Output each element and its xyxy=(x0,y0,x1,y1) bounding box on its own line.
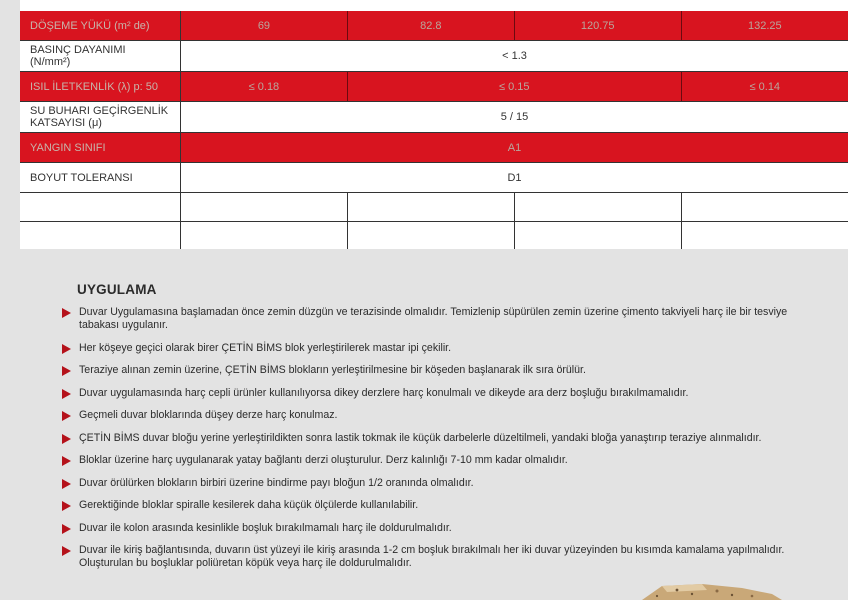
list-item-text: ÇETİN BİMS duvar bloğu yerine yerleştirildikten sonra lastik tokmak ile küçük darbelerle düzeltilmeli, yandaki bloğa yanaştırıp teraziye alınmalıdır. xyxy=(79,431,762,444)
row-label-yangin-sinifi: YANGIN SINIFI xyxy=(20,133,181,163)
table-cell: 69 xyxy=(181,11,348,41)
list-item xyxy=(62,364,822,377)
table-cell: ≤ 0.15 xyxy=(347,72,681,102)
table-cell xyxy=(514,193,681,222)
list-item-text: Geçmeli duvar bloklarında düşey derze harç konulmaz. xyxy=(79,409,338,421)
list-item xyxy=(62,499,822,512)
table-row xyxy=(20,163,848,193)
list-item-text: Teraziye alınan zemin üzerine, ÇETİN BİMS blokların yerleştirilmesine bir köşeden başlanarak ilk sıra örülür. xyxy=(79,364,586,376)
triangle-arrow-icon xyxy=(62,456,71,466)
list-item-text: Duvar Uygulamasına başlamadan önce zemin düzgün ve terazisinde olmalıdır. Temizlenip süpürülen zemin üzerine çimento takviyeli harç ile bir tesviye tabakası uygulanır. xyxy=(79,306,788,331)
table-cell xyxy=(181,222,348,250)
list-item xyxy=(62,477,822,490)
bims-block-image xyxy=(632,580,782,600)
table-cell xyxy=(681,193,848,222)
triangle-arrow-icon xyxy=(62,308,71,318)
table-cell: D1 xyxy=(181,163,848,193)
list-item xyxy=(62,342,822,355)
table-cell: 132.25 xyxy=(681,11,848,41)
triangle-arrow-icon xyxy=(62,344,71,354)
section-title: UYGULAMA xyxy=(77,282,157,297)
triangle-arrow-icon xyxy=(62,366,71,376)
row-label-su-buhari: SU BUHARI GEÇİRGENLİK KATSAYISI (μ) xyxy=(20,102,181,133)
list-item xyxy=(62,544,822,570)
row-label-basinc-dayanimi: BASINÇ DAYANIMI (N/mm²) xyxy=(20,41,181,72)
list-item xyxy=(62,409,822,422)
table-cell: 5 / 15 xyxy=(181,102,848,133)
list-item-text: Duvar örülürken blokların birbiri üzerine bindirme payı bloğun 1/2 oranında olmalıdır. xyxy=(79,476,474,489)
spec-table xyxy=(20,11,848,249)
table-cell: 120.75 xyxy=(514,11,681,41)
table-cell xyxy=(347,222,514,250)
row-label-boyut-toleransi: BOYUT TOLERANSI xyxy=(20,163,181,193)
table-cell xyxy=(20,193,181,222)
list-item-text: Her köşeye geçici olarak birer ÇETİN BİMS blok yerleştirilerek mastar ipi çekilir. xyxy=(79,341,452,354)
list-item-text: Duvar ile kolon arasında kesinlikle boşluk bırakılmamalı harç ile doldurulmalıdır. xyxy=(79,521,452,534)
table-row xyxy=(20,193,848,222)
table-cell xyxy=(20,222,181,250)
table-row xyxy=(20,11,848,41)
table-row xyxy=(20,41,848,72)
row-label-doseme-yuku: DÖŞEME YÜKÜ (m² de) xyxy=(20,11,181,41)
triangle-arrow-icon xyxy=(62,434,71,444)
list-item xyxy=(62,306,822,332)
list-item xyxy=(62,432,822,445)
table-row xyxy=(20,72,848,102)
list-item-text: Duvar ile kiriş bağlantısında, duvarın üst yüzeyi ile kiriş arasında 1-2 cm boşluk bırakılmalı her iki duvar yüzeyinden bu kısımda kamalama yapılmalıdır. Oluşturulan bu boşluklar poliüretan köpük veya harç ile doldurulmalıdır. xyxy=(79,544,785,569)
list-item-text: Duvar uygulamasında harç cepli ürünler kullanılıyorsa dikey derzlere harç konulmalı ve dikeyde ara derz boşluğu bırakılmamalıdır. xyxy=(79,386,689,399)
list-item xyxy=(62,454,822,467)
list-item xyxy=(62,522,822,535)
table-row xyxy=(20,133,848,163)
row-label-isil-iletkenlik: ISIL İLETKENLİK (λ) p: 50 xyxy=(20,72,181,102)
list-item-text: Bloklar üzerine harç uygulanarak yatay bağlantı derzi oluşturulur. Derz kalınlığı 7-10 mm kadar olmalıdır. xyxy=(79,454,568,466)
list-item-text: Gerektiğinde bloklar spiralle kesilerek daha küçük ölçülerde kullanılabilir. xyxy=(79,499,419,511)
triangle-arrow-icon xyxy=(62,546,71,556)
table-cell: 82.8 xyxy=(347,11,514,41)
triangle-arrow-icon xyxy=(62,479,71,489)
triangle-arrow-icon xyxy=(62,411,71,421)
table-cell xyxy=(181,193,348,222)
application-steps-list xyxy=(62,306,822,580)
triangle-arrow-icon xyxy=(62,501,71,511)
table-row xyxy=(20,222,848,250)
table-cell xyxy=(681,222,848,250)
triangle-arrow-icon xyxy=(62,524,71,534)
table-cell: A1 xyxy=(181,133,848,163)
table-cell: ≤ 0.14 xyxy=(681,72,848,102)
table-cell: ≤ 0.18 xyxy=(181,72,348,102)
list-item xyxy=(62,387,822,400)
table-cell: < 1.3 xyxy=(181,41,848,72)
table-cell xyxy=(514,222,681,250)
triangle-arrow-icon xyxy=(62,389,71,399)
table-cell xyxy=(347,193,514,222)
table-row xyxy=(20,102,848,133)
